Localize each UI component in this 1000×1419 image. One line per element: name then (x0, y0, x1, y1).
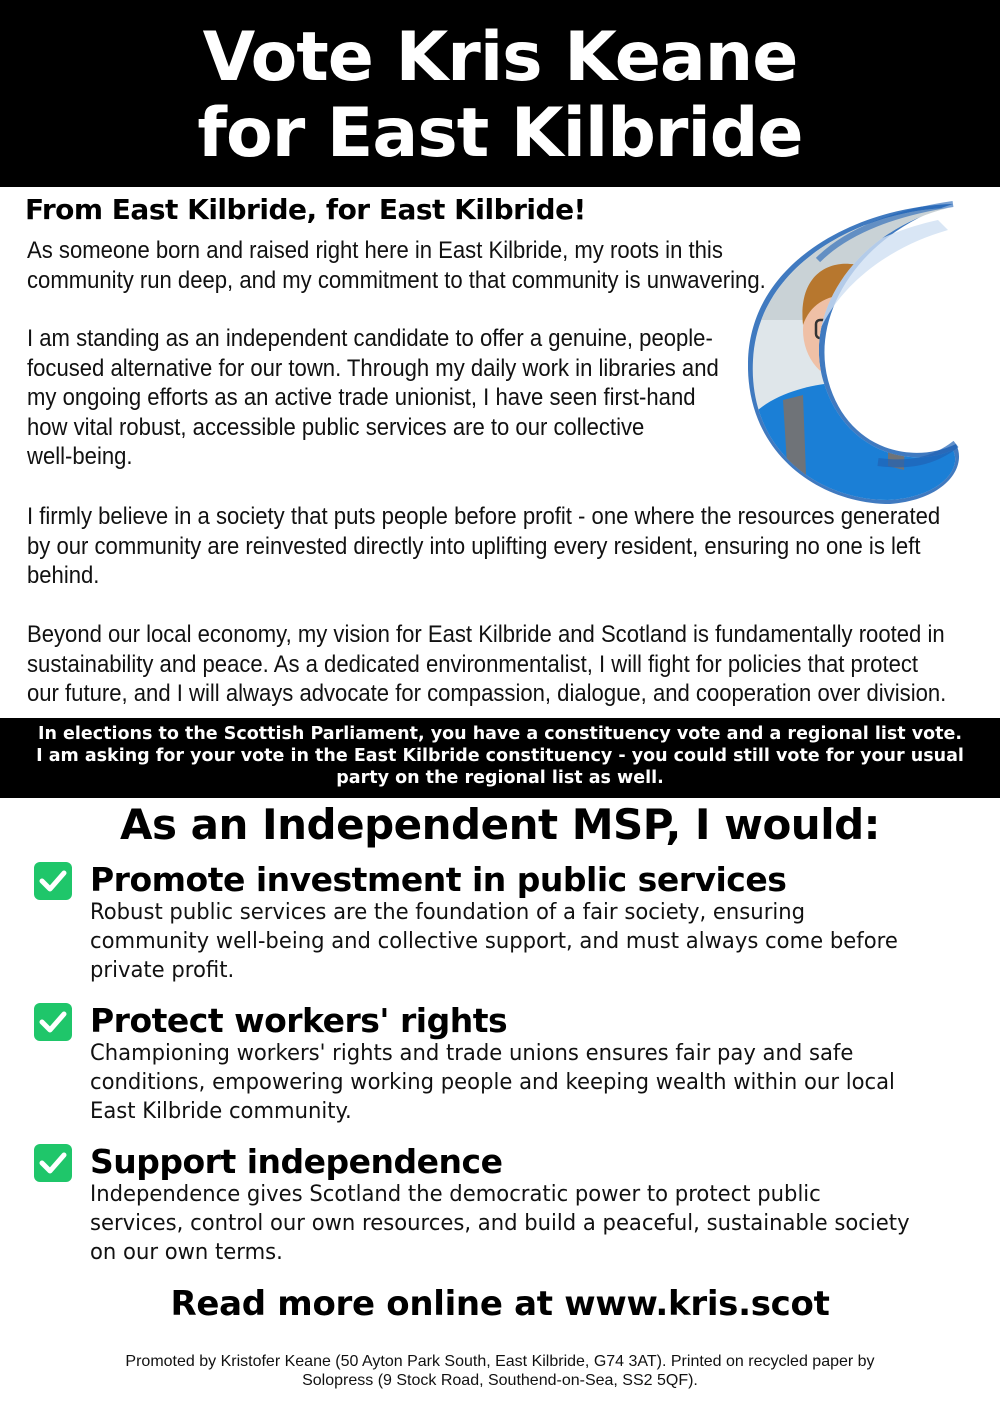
candidate-photo (748, 200, 968, 505)
headline-line-1: Vote Kris Keane (202, 18, 798, 97)
imprint-line: Promoted by Kristofer Keane (50 Ayton Park South, East Kilbride, G74 3AT). Printed on recycled paper by (125, 1353, 875, 1370)
text-line: East Kilbride community. (90, 1099, 352, 1124)
text-line: Independence gives Scotland the democratic power to protect public (90, 1182, 821, 1207)
website-callout: Read more online at www.kris.scot (170, 1284, 830, 1324)
headline-line-2: for East Kilbride (197, 94, 803, 173)
voting-notice-banner (0, 718, 1000, 798)
pledge-heading: Protect workers' rights (90, 1001, 508, 1040)
pledge-body (90, 1039, 895, 1126)
text-line: on our own terms. (90, 1240, 283, 1265)
intro-paragraph-3 (27, 502, 940, 591)
text-line: services, control our own resources, and build a peaceful, sustainable society (90, 1211, 910, 1236)
intro-paragraph-4 (27, 620, 946, 709)
text-line: conditions, empowering working people and keeping wealth within our local (90, 1070, 895, 1095)
text-line: well-being. (27, 443, 133, 470)
intro-title: From East Kilbride, for East Kilbride! (25, 193, 586, 226)
text-line: As someone born and raised right here in East Kilbride, my roots in this (27, 237, 723, 264)
intro-paragraph-2 (27, 324, 719, 472)
pledges-title: As an Independent MSP, I would: (120, 800, 880, 849)
text-line: our future, and I will always advocate for compassion, dialogue, and cooperation over division. (27, 680, 947, 707)
notice-line: In elections to the Scottish Parliament, you have a constituency vote and a regional list vote. (37, 724, 963, 744)
text-line: my ongoing efforts as an active trade unionist, I have seen first-hand (27, 384, 696, 411)
text-line: focused alternative for our town. Through my daily work in libraries and (27, 354, 719, 382)
text-line: I firmly believe in a society that puts people before profit - one where the resources generated (27, 503, 941, 530)
check-icon (34, 862, 72, 900)
text-line: sustainability and peace. As a dedicated environmentalist, I will fight for policies that protect (27, 650, 919, 678)
pledge-heading: Support independence (90, 1142, 503, 1181)
check-icon (34, 1144, 72, 1182)
pledge-body (90, 898, 898, 985)
notice-line: party on the regional list as well. (336, 768, 664, 788)
imprint-line: Solopress (9 Stock Road, Southend-on-Sea, SS2 5QF). (302, 1372, 698, 1389)
text-line: private profit. (90, 958, 235, 983)
pledge-heading: Promote investment in public services (90, 860, 787, 899)
notice-line: I am asking for your vote in the East Kilbride constituency - you could still vote for your usual (36, 746, 964, 766)
check-icon (34, 1003, 72, 1041)
text-line: community run deep, and my commitment to that community is unwavering. (27, 266, 766, 294)
text-line: Beyond our local economy, my vision for East Kilbride and Scotland is fundamentally rooted in (27, 621, 945, 648)
text-line: how vital robust, accessible public services are to our collective (27, 413, 645, 441)
intro-paragraph-1 (27, 236, 766, 295)
text-line: Championing workers' rights and trade unions ensures fair pay and safe (90, 1041, 854, 1066)
text-line: behind. (27, 562, 100, 589)
text-line: by our community are reinvested directly into uplifting every resident, ensuring no one is left (27, 532, 921, 560)
text-line: I am standing as an independent candidate to offer a genuine, people- (27, 325, 713, 352)
header-banner (0, 0, 1000, 187)
text-line: Robust public services are the foundation of a fair society, ensuring (90, 900, 806, 925)
text-line: community well-being and collective support, and must always come before (90, 929, 898, 954)
pledge-body (90, 1180, 910, 1267)
imprint (0, 1352, 1000, 1390)
